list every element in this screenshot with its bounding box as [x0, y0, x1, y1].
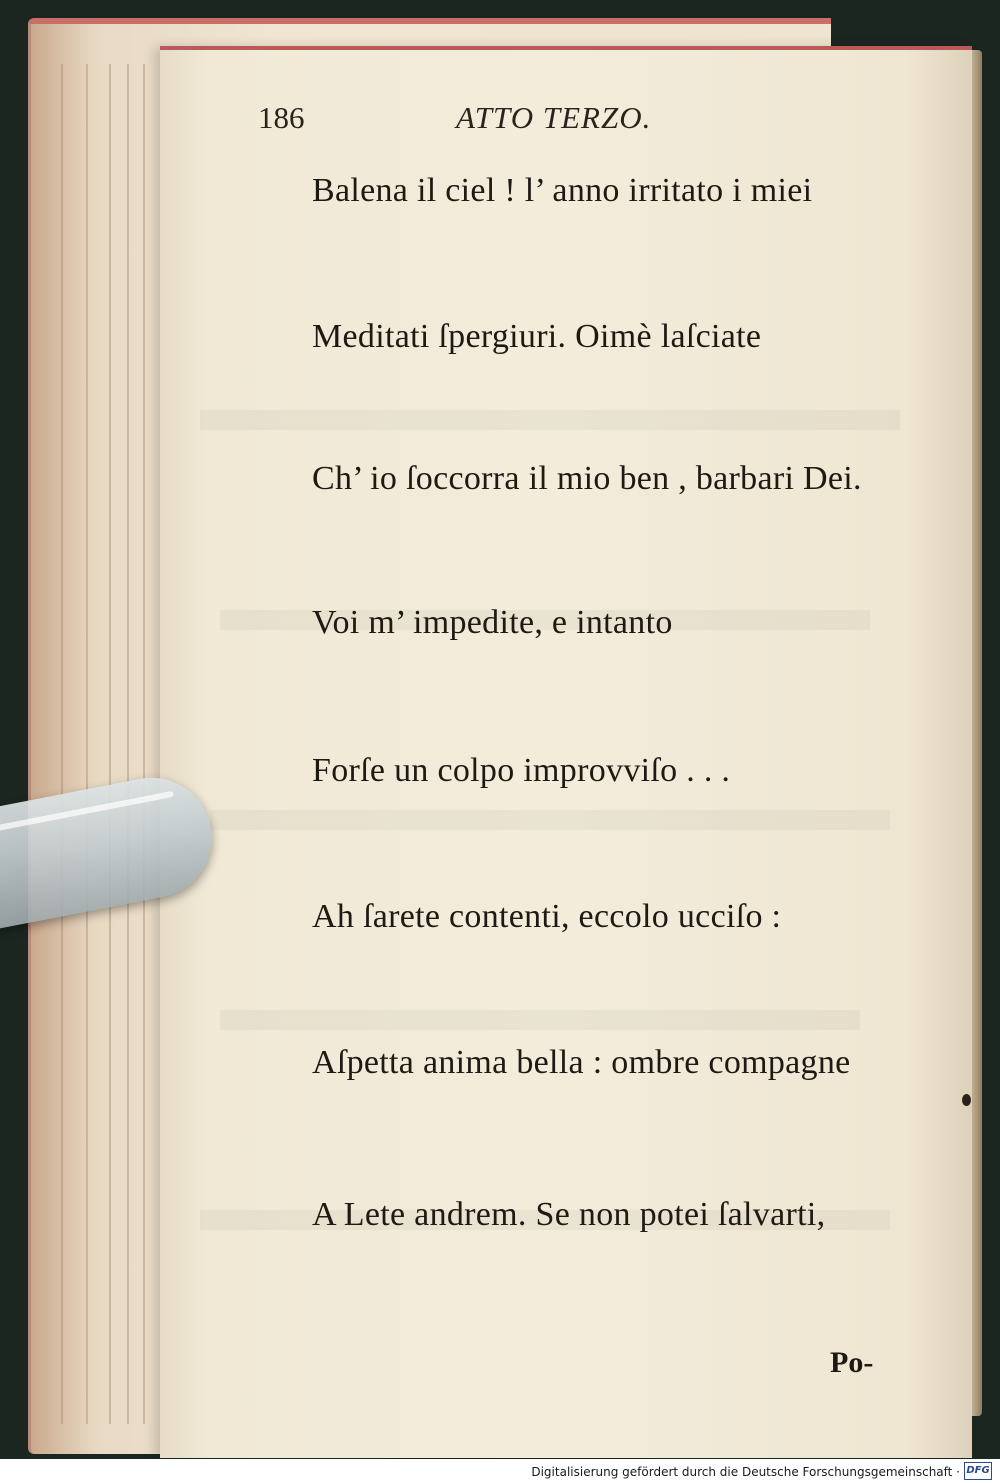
verse-line: Aſpetta anima bella : ombre compagne [312, 1044, 851, 1081]
funding-credit: Digitalisierung gefördert durch die Deutsche Forschungsgemeinschaft · [531, 1465, 960, 1479]
verse-line: A Lete andrem. Se non potei ſalvarti, [312, 1196, 826, 1233]
page-number: 186 [258, 100, 305, 135]
page-edge-line [86, 64, 88, 1424]
verse-line: Ah ſarete contenti, eccolo ucciſo : [312, 898, 782, 935]
page-edge-line [127, 64, 129, 1424]
verse-line: Ch’ io ſoccorra il mio ben , barbari Dei. [312, 460, 862, 497]
show-through [200, 410, 900, 430]
page-edge-line [61, 64, 63, 1424]
verse-line: Forſe un colpo improvviſo . . . [312, 752, 731, 789]
footer-bar [0, 1459, 1000, 1483]
running-title: ATTO TERZO. [456, 100, 652, 135]
dfg-logo: DFG [964, 1462, 992, 1480]
verse-line: Meditati ſpergiuri. Oimè laſciate [312, 318, 762, 355]
page-edge-line [109, 64, 111, 1424]
show-through [210, 810, 890, 830]
show-through [220, 1010, 860, 1030]
verse-line: Voi m’ impedite, e intanto [312, 604, 673, 641]
catchword: Po- [830, 1346, 874, 1379]
ink-speck [962, 1094, 971, 1106]
page-edge-line [143, 64, 145, 1424]
verse-line: Balena il ciel ! l’ anno irritato i miei [312, 172, 813, 209]
